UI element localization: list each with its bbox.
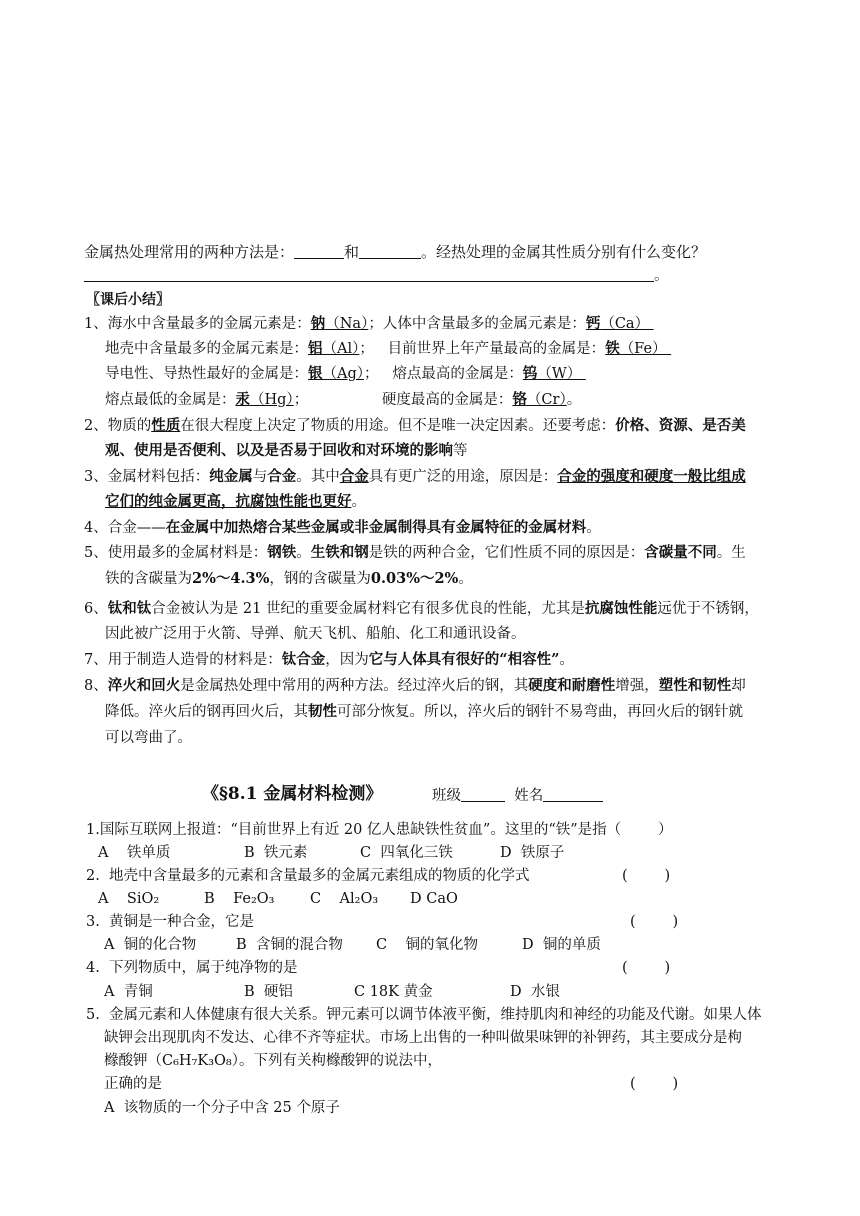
item-3-text: 3、金属材料包括： [84, 469, 210, 485]
item-2-bold-2: 价格、资源、是否美 [615, 417, 746, 434]
summary-item-8 [84, 676, 746, 696]
item-8-bold-4: 韧性 [308, 703, 337, 720]
answer-al: 铝（Al） [308, 340, 360, 357]
class-field [432, 786, 603, 806]
q3-option-a: A 铜的化合物 [104, 937, 197, 953]
summary-item-6-line-2 [105, 624, 526, 644]
q2-option-a: A SiO₂ [98, 891, 160, 907]
class-blank [461, 786, 505, 802]
answer-w: 钨（W） [522, 365, 582, 382]
answer-fe: 铁（Fe） [605, 340, 667, 357]
summary-item-8-line-2 [105, 702, 743, 722]
answer-ag: 银（Ag） [308, 365, 365, 382]
class-label: 班级 [432, 788, 461, 804]
summary-item-1-line-2 [105, 339, 671, 359]
item-1-l4a: 熔点最低的金属是： [105, 392, 236, 408]
item-8-bold-1: 淬火和回火 [107, 677, 181, 694]
q4-option-c: C 18K 黄金 [354, 984, 433, 1000]
item-8-t2: 增强， [615, 678, 659, 694]
summary-item-2 [84, 416, 746, 436]
answer-line-end: 。 [654, 268, 669, 284]
item-5-t3: 。生 [716, 545, 746, 561]
item-1-l3a: 导电性、导热性最好的金属是： [105, 366, 308, 382]
q4-option-b: B 硬铝 [244, 984, 293, 1000]
summary-item-8-line-3 [105, 728, 192, 748]
item-2-bold-3: 观、使用是否便利、以及是否易于回收和对环境的影响 [105, 442, 453, 459]
item-2-t1: 在很大程度上决定了物质的用途。但不是唯一决定因素。还要考虑： [180, 418, 616, 434]
name-blank [543, 786, 603, 802]
q5-option-a: A 该物质的一个分子中含 25 个原子 [104, 1100, 340, 1116]
item-8-t4: 降低。淬火后的钢再回火后，其 [105, 704, 308, 720]
intro-and: 和 [344, 243, 360, 261]
item-8-bold-2: 硬度和耐磨性 [528, 677, 616, 694]
question-4: 4. 下列物质中，属于纯净物的是 [86, 960, 298, 976]
summary-item-4 [84, 518, 601, 538]
item-6-bold-2: 抗腐蚀性能 [584, 600, 658, 617]
question-5-line-2: 缺钾会出现肌肉不发达、心律不齐等症状。市场上出售的一种叫做果味钾的补钾药，其主要成分是枸 [104, 1030, 742, 1046]
item-3-bold-2: 合金 [267, 468, 297, 485]
summary-item-7 [84, 650, 574, 670]
question-1: 1.国际互联网上报道：“目前世界上有近 20 亿人患缺铁性贫血”。这里的“铁”是指（ ） [86, 822, 673, 838]
item-5-t1: 。 [296, 545, 311, 561]
item-7-t2: 。 [559, 652, 574, 668]
question-3-paren: ( ) [630, 914, 679, 930]
summary-item-1-line-3 [105, 364, 586, 384]
item-6-t3: 因此被广泛用于火箭、导弹、航天飞机、船舶、化工和通讯设备。 [105, 626, 526, 642]
answer-line [84, 281, 654, 282]
q3-option-b: B 含铜的混合物 [236, 937, 343, 953]
item-8-bold-3: 塑性和韧性 [658, 677, 732, 694]
item-2-text: 2、物质的 [84, 418, 152, 434]
item-3-bold-3: 合金 [339, 468, 369, 485]
q1-option-c: C 四氧化三铁 [360, 845, 453, 861]
q3-option-d: D 铜的单质 [522, 937, 601, 953]
question-3: 3. 黄铜是一种合金，它是 [86, 914, 255, 930]
item-1-l2b: ； 目前世界上年产量最高的金属是： [359, 341, 606, 357]
intro-question [84, 242, 706, 262]
question-5-line-3: 橼酸钾（C₆H₇K₃O₈）。下列有关枸橼酸钾的说法中， [104, 1053, 442, 1069]
item-6-text: 6、 [84, 601, 108, 617]
question-5-line-4: 正确的是 [104, 1076, 162, 1092]
item-5-t4: 铁的含碳量为 [105, 571, 192, 587]
item-5-bold-2: 生铁和钢 [310, 544, 369, 561]
summary-item-5-line-2 [105, 569, 473, 589]
item-4-bold: 在金属中加热熔合某些金属或非金属制得具有金属特征的金属材料 [165, 519, 587, 536]
item-3-t2: 。其中 [296, 469, 340, 485]
intro-text-a: 金属热处理常用的两种方法是： [84, 243, 295, 261]
item-6-t2: 远优于不锈钢， [657, 601, 759, 617]
item-2-t2: 等 [453, 443, 468, 459]
item-1-text: 1、海水中含量最多的金属元素是： [84, 316, 311, 332]
answer-na: 钠（Na） [310, 315, 369, 332]
question-2: 2. 地壳中含量最多的元素和含量最多的金属元素组成的物质的化学式 [86, 868, 530, 884]
question-2-paren: ( ) [622, 868, 671, 884]
item-4-t1: 。 [586, 520, 601, 536]
summary-heading: 〖课后小结〗 [86, 292, 170, 308]
item-8-t1: 是金属热处理中常用的两种方法。经过淬火后的钢，其 [180, 678, 529, 694]
item-6-bold-1: 钛和钛 [107, 600, 152, 617]
summary-item-3 [84, 467, 746, 487]
q4-option-a: A 青铜 [104, 984, 153, 1000]
summary-item-1-line-4 [105, 390, 581, 410]
item-5-t2: 是铁的两种合金，它们性质不同的原因是： [368, 545, 645, 561]
summary-item-5 [84, 543, 746, 563]
item-7-bold-1: 钛合金 [281, 651, 326, 668]
item-3-bold-1: 纯金属 [209, 468, 253, 485]
q2-option-d: D CaO [410, 891, 458, 907]
q3-option-c: C 铜的氧化物 [376, 937, 479, 953]
summary-item-3-line-2 [105, 492, 366, 512]
answer-ca: 钙（Ca） [585, 315, 650, 332]
item-1-l3b: ； 熔点最高的金属是： [364, 366, 523, 382]
answer-cr: 铬（Cr） [512, 391, 567, 408]
item-8-t5: 可部分恢复。所以，淬火后的钢针不易弯曲，再回火后的钢针就 [337, 704, 743, 720]
q2-option-c: C Al₂O₃ [310, 891, 379, 907]
item-3-t4: 。 [351, 494, 366, 510]
item-1-l4c: 。 [566, 392, 582, 408]
item-7-bold-2: 它与人体具有很好的“相容性” [368, 651, 560, 668]
item-1-l2a: 地壳中含量最多的金属元素是： [105, 341, 308, 357]
item-5-t5: ，钢的含碳量为 [269, 571, 371, 587]
item-1-mid: ；人体中含量最多的金属元素是： [368, 316, 586, 332]
answer-hg: 汞（Hg） [235, 391, 294, 408]
item-6-t1: 合金被认为是 21 世纪的重要金属材料它有很多优良的性能，尤其是 [151, 601, 585, 617]
item-7-t1: ，因为 [325, 652, 369, 668]
item-3-t1: 与 [252, 469, 268, 485]
summary-item-6 [84, 599, 759, 619]
item-8-text: 8、 [84, 678, 108, 694]
item-4-text: 4、合金—— [84, 520, 166, 536]
item-5-bold-1: 钢铁 [267, 544, 297, 561]
q1-option-a: A 铁单质 [98, 845, 171, 861]
item-3-t3: 具有更广泛的用途，原因是： [368, 469, 558, 485]
q4-option-d: D 水银 [510, 984, 560, 1000]
question-4-paren: ( ) [622, 960, 671, 976]
item-1-l4b: ； 硬度最高的金属是： [293, 392, 513, 408]
item-3-bold-5: 它们的纯金属更高，抗腐蚀性能也更好 [105, 493, 352, 510]
summary-item-2-line-2 [105, 441, 468, 461]
q1-option-d: D 铁原子 [500, 845, 565, 861]
item-3-bold-4: 合金的强度和硬度一般比组成 [557, 468, 746, 485]
item-5-bold-3: 含碳量不同 [644, 544, 717, 561]
summary-item-1 [84, 314, 654, 334]
test-title: 《§8.1 金属材料检测》 [202, 784, 383, 804]
q1-option-b: B 铁元素 [244, 845, 308, 861]
blank-1 [294, 243, 344, 259]
blank-2 [359, 243, 421, 259]
item-2-bold-1: 性质 [151, 417, 181, 434]
intro-text-b: 。经热处理的金属其性质分别有什么变化？ [421, 243, 707, 261]
item-8-t3: 却 [731, 678, 746, 694]
question-5: 5. 金属元素和人体健康有很大关系。钾元素可以调节体液平衡，维持肌肉和神经的功能及代谢。如果人体 [86, 1007, 762, 1023]
name-label: 姓名 [514, 788, 544, 804]
item-5-bold-4: 2%～4.3% [192, 570, 270, 587]
item-8-t6: 可以弯曲了。 [105, 730, 192, 746]
item-7-text: 7、用于制造人造骨的材料是： [84, 652, 282, 668]
item-5-text: 5、使用最多的金属材料是： [84, 545, 268, 561]
item-5-bold-5: 0.03%～2% [370, 570, 459, 587]
item-5-t6: 。 [458, 571, 473, 587]
question-5-paren: ( ) [630, 1076, 679, 1092]
q2-option-b: B Fe₂O₃ [204, 891, 275, 907]
